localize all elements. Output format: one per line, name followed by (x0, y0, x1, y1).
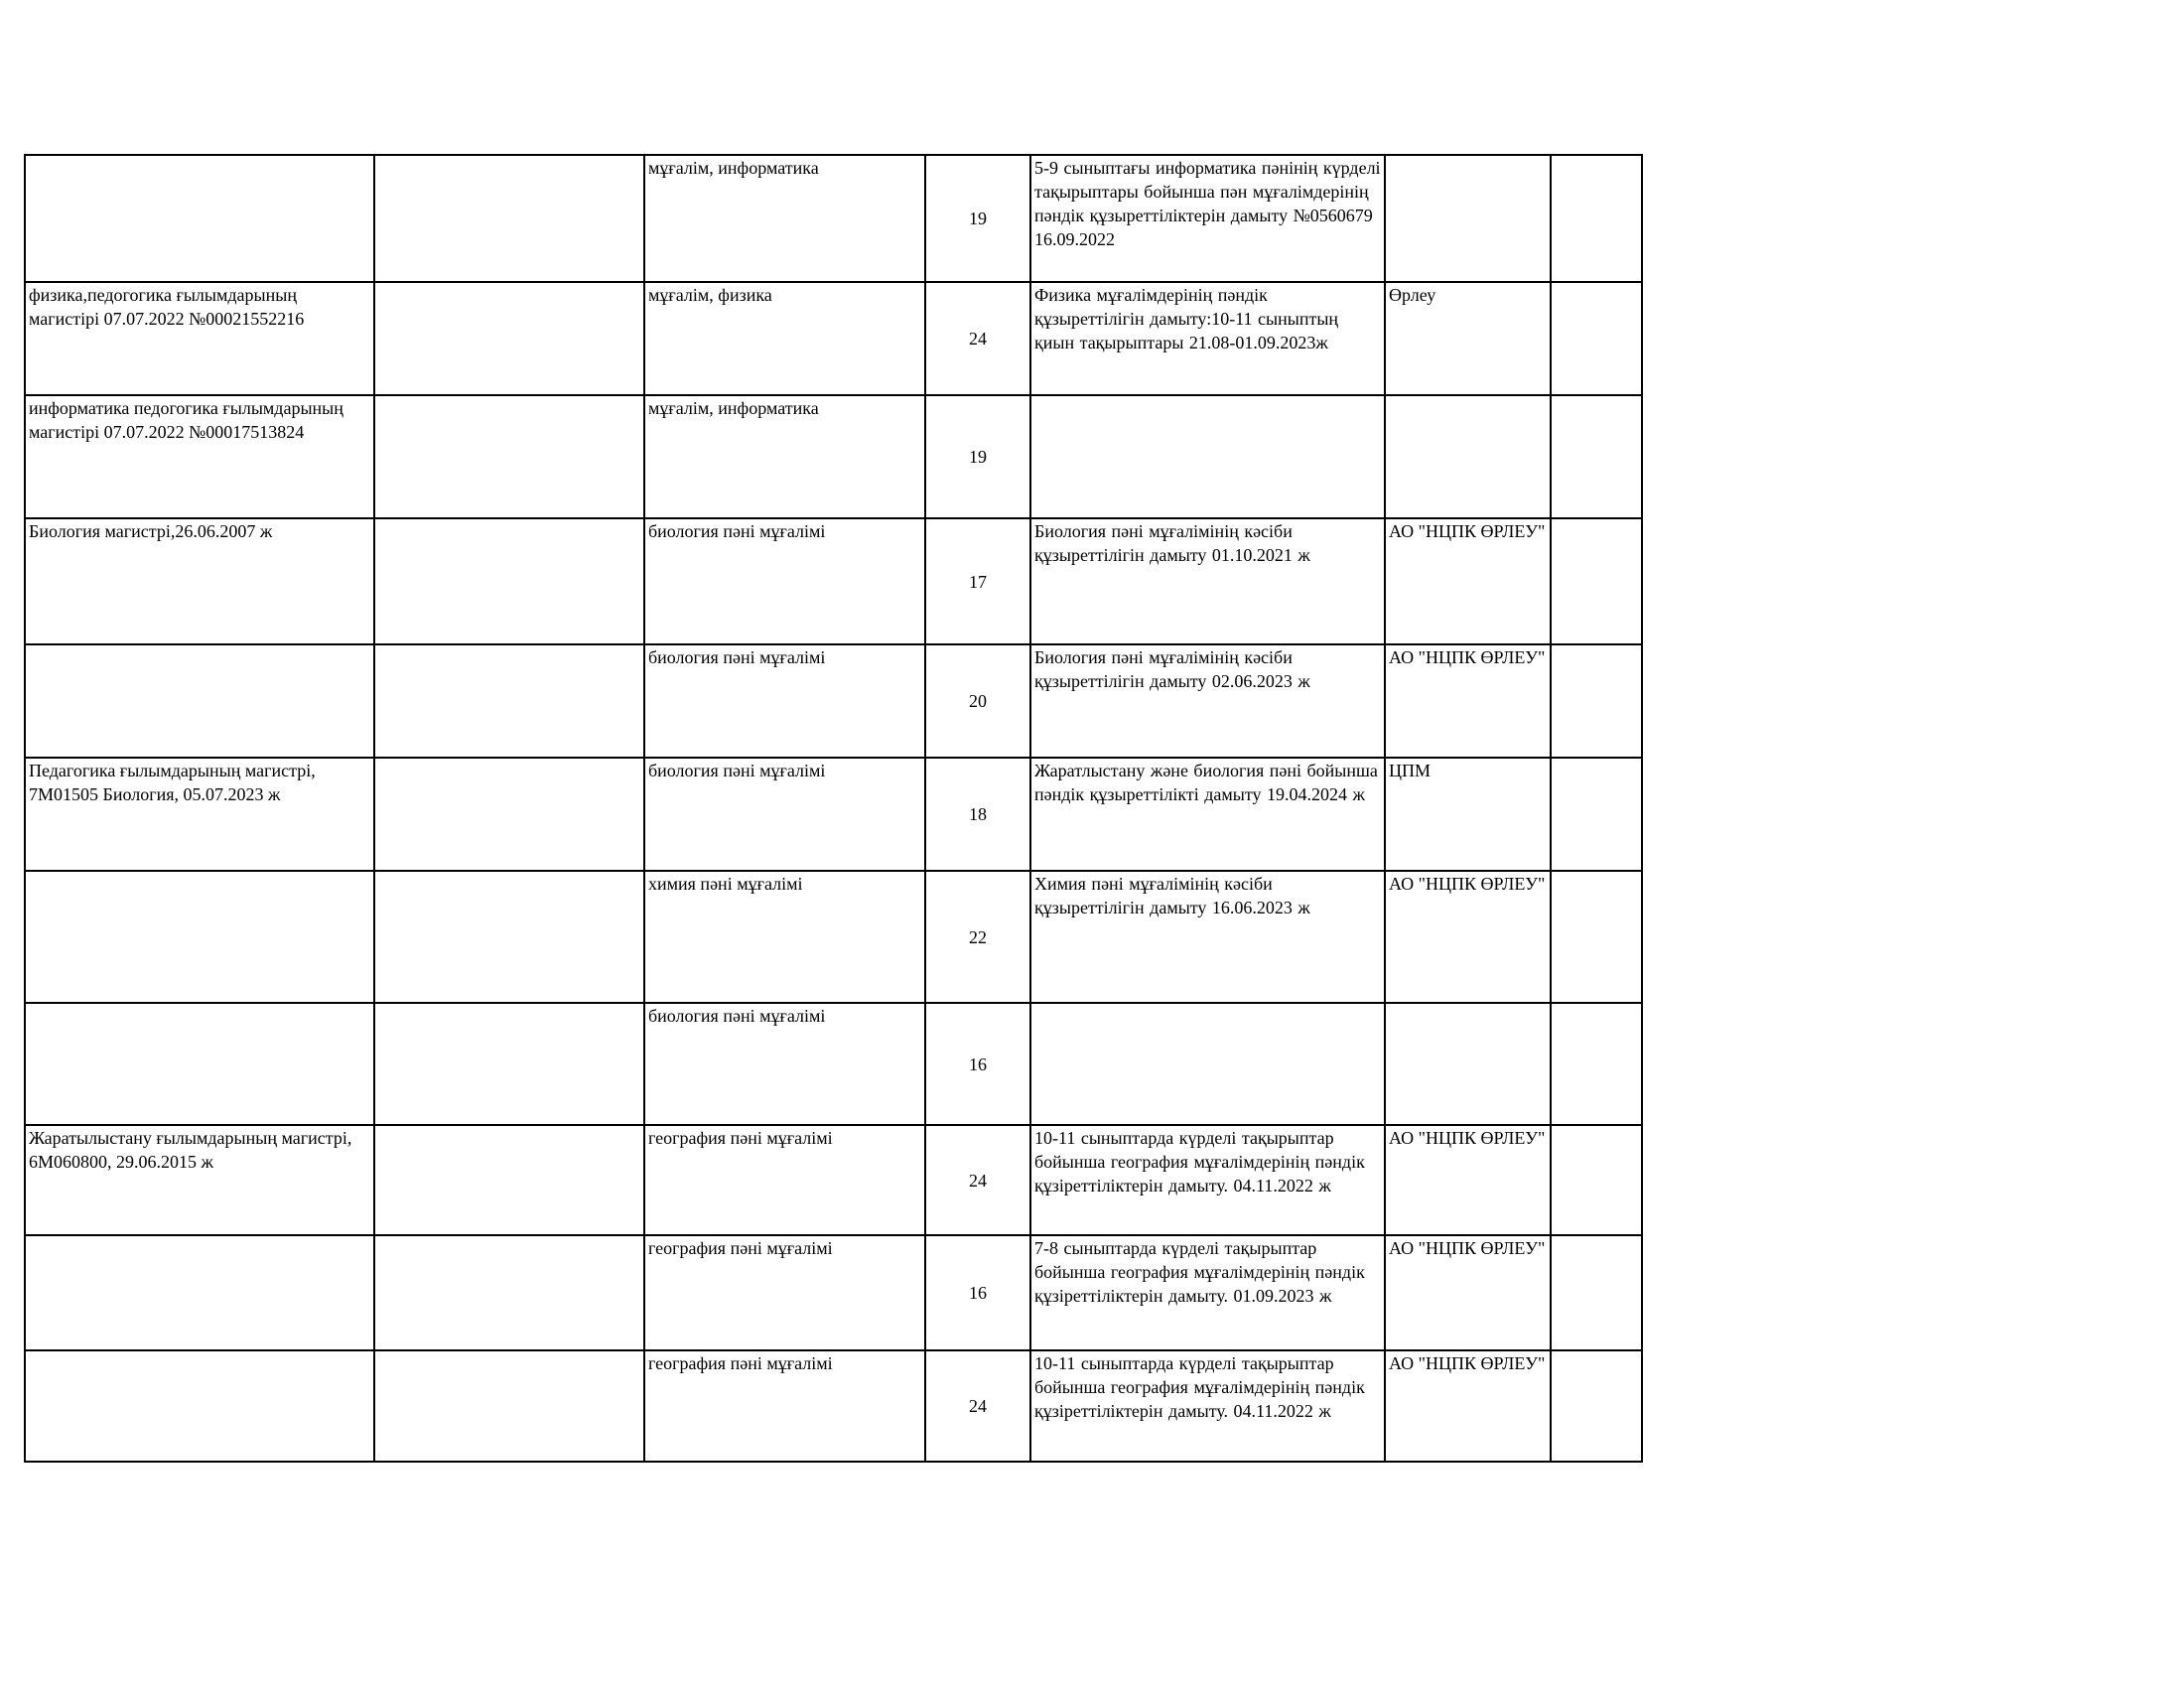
course-cell: Биология пәні мұғалімінің кәсіби құзыреттілігін дамыту 02.06.2023 ж (1030, 644, 1385, 758)
hours-cell: 24 (925, 1125, 1030, 1235)
provider-cell: АО "НЦПК ӨРЛЕУ" (1385, 1125, 1551, 1235)
course-cell: Химия пәні мұғалімінің кәсіби құзыреттілігін дамыту 16.06.2023 ж (1030, 871, 1385, 1003)
qualification-cell: мұғалім, физика (644, 282, 925, 395)
table-row (25, 1003, 1642, 1125)
empty-cell (1551, 395, 1642, 518)
table-row (25, 758, 1642, 871)
provider-cell: АО "НЦПК ӨРЛЕУ" (1385, 644, 1551, 758)
qualification-cell: биология пәні мұғалімі (644, 1003, 925, 1125)
table-row (25, 1235, 1642, 1350)
empty-cell (1551, 1350, 1642, 1462)
degree-cell (25, 155, 374, 282)
provider-cell: АО "НЦПК ӨРЛЕУ" (1385, 1350, 1551, 1462)
empty-cell (374, 1125, 644, 1235)
empty-cell (1551, 518, 1642, 644)
hours-cell: 18 (925, 758, 1030, 871)
hours-cell: 19 (925, 395, 1030, 518)
degree-cell (25, 871, 374, 1003)
qualification-cell: география пәні мұғалімі (644, 1125, 925, 1235)
table-row (25, 155, 1642, 282)
course-cell: Биология пәні мұғалімінің кәсіби құзыреттілігін дамыту 01.10.2021 ж (1030, 518, 1385, 644)
empty-cell (374, 871, 644, 1003)
degree-cell (25, 1235, 374, 1350)
empty-cell (374, 644, 644, 758)
qualification-cell: биология пәні мұғалімі (644, 758, 925, 871)
qualification-cell: мұғалім, информатика (644, 155, 925, 282)
provider-cell (1385, 395, 1551, 518)
table-row (25, 395, 1642, 518)
table-body (25, 155, 1642, 1462)
empty-cell (1551, 644, 1642, 758)
degree-cell (25, 644, 374, 758)
qualification-cell: география пәні мұғалімі (644, 1235, 925, 1350)
course-cell (1030, 1003, 1385, 1125)
empty-cell (1551, 1235, 1642, 1350)
course-cell: Жаратлыстану және биология пәні бойынша пәндік құзыреттілікті дамыту 19.04.2024 ж (1030, 758, 1385, 871)
qualification-cell: география пәні мұғалімі (644, 1350, 925, 1462)
provider-cell: ЦПМ (1385, 758, 1551, 871)
degree-cell: Жаратылыстану ғылымдарының магистрі, 6М060800, 29.06.2015 ж (25, 1125, 374, 1235)
degree-cell: Педагогика ғылымдарының магистрі, 7М01505 Биология, 05.07.2023 ж (25, 758, 374, 871)
empty-cell (1551, 1125, 1642, 1235)
course-cell: 5-9 сыныптағы информатика пәнінің күрделі тақырыптары бойынша пән мұғалімдерінің пәндік құзыреттіліктерін дамыту №0560679 16.09.2022 (1030, 155, 1385, 282)
empty-cell (374, 1235, 644, 1350)
hours-cell: 19 (925, 155, 1030, 282)
empty-cell (374, 395, 644, 518)
provider-cell: АО "НЦПК ӨРЛЕУ" (1385, 1235, 1551, 1350)
empty-cell (374, 1350, 644, 1462)
document-page (24, 154, 1643, 1463)
provider-cell: АО "НЦПК ӨРЛЕУ" (1385, 518, 1551, 644)
empty-cell (374, 758, 644, 871)
qualification-cell: биология пәні мұғалімі (644, 644, 925, 758)
empty-cell (374, 282, 644, 395)
hours-cell: 22 (925, 871, 1030, 1003)
hours-cell: 24 (925, 1350, 1030, 1462)
empty-cell (374, 1003, 644, 1125)
hours-cell: 17 (925, 518, 1030, 644)
provider-cell (1385, 155, 1551, 282)
hours-cell: 24 (925, 282, 1030, 395)
empty-cell (1551, 1003, 1642, 1125)
empty-cell (374, 518, 644, 644)
table-row (25, 1350, 1642, 1462)
hours-cell: 16 (925, 1235, 1030, 1350)
empty-cell (1551, 155, 1642, 282)
provider-cell: Өрлеу (1385, 282, 1551, 395)
table-row (25, 518, 1642, 644)
empty-cell (1551, 871, 1642, 1003)
empty-cell (374, 155, 644, 282)
degree-cell: информатика педогогика ғылымдарының магистірі 07.07.2022 №00017513824 (25, 395, 374, 518)
provider-cell: АО "НЦПК ӨРЛЕУ" (1385, 871, 1551, 1003)
qualification-cell: химия пәні мұғалімі (644, 871, 925, 1003)
hours-cell: 16 (925, 1003, 1030, 1125)
table-row (25, 871, 1642, 1003)
staff-qualification-table (24, 154, 1643, 1463)
degree-cell (25, 1003, 374, 1125)
degree-cell (25, 1350, 374, 1462)
empty-cell (1551, 758, 1642, 871)
course-cell (1030, 395, 1385, 518)
hours-cell: 20 (925, 644, 1030, 758)
course-cell: 10-11 сыныптарда күрделі тақырыптар бойынша география мұғалімдерінің пәндік құзіреттіліктерін дамыту. 04.11.2022 ж (1030, 1125, 1385, 1235)
degree-cell: Биология магистрі,26.06.2007 ж (25, 518, 374, 644)
table-row (25, 1125, 1642, 1235)
course-cell: Физика мұғалімдерінің пәндік құзыреттілігін дамыту:10-11 сыныптың қиын тақырыптары 21.08-01.09.2023ж (1030, 282, 1385, 395)
empty-cell (1551, 282, 1642, 395)
table-row (25, 644, 1642, 758)
qualification-cell: мұғалім, информатика (644, 395, 925, 518)
degree-cell: физика,педогогика ғылымдарының магистірі 07.07.2022 №00021552216 (25, 282, 374, 395)
qualification-cell: биология пәні мұғалімі (644, 518, 925, 644)
provider-cell (1385, 1003, 1551, 1125)
course-cell: 10-11 сыныптарда күрделі тақырыптар бойынша география мұғалімдерінің пәндік құзіреттіліктерін дамыту. 04.11.2022 ж (1030, 1350, 1385, 1462)
table-row (25, 282, 1642, 395)
course-cell: 7-8 сыныптарда күрделі тақырыптар бойынша география мұғалімдерінің пәндік құзіреттіліктерін дамыту. 01.09.2023 ж (1030, 1235, 1385, 1350)
